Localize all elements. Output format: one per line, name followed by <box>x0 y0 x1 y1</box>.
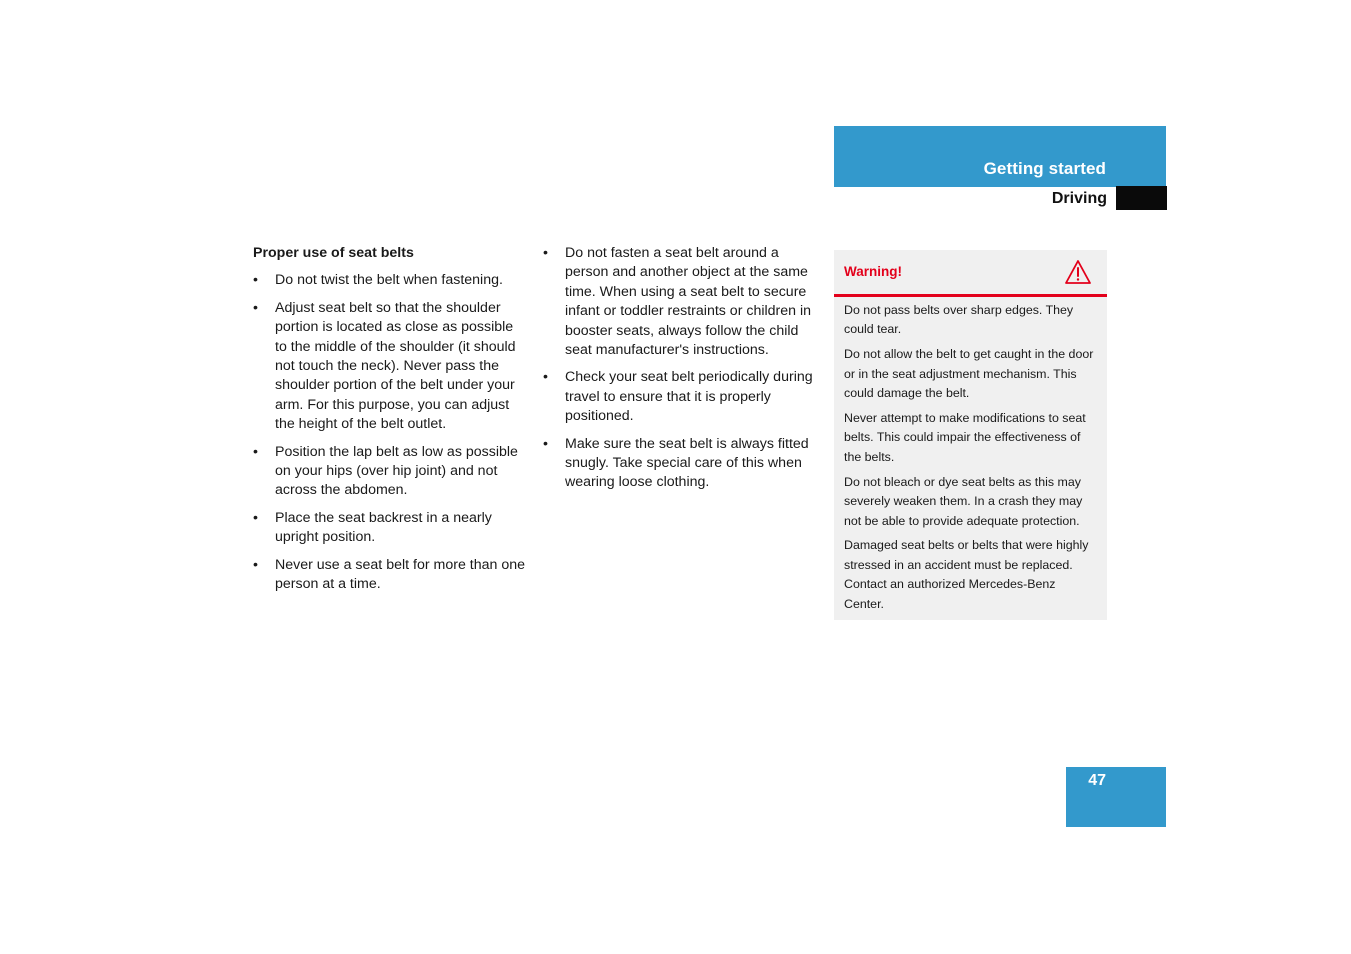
section-heading: Proper use of seat belts <box>253 245 414 261</box>
bullet-icon: • <box>543 245 548 261</box>
left-column <box>253 244 528 603</box>
warning-paragraph: Do not allow the belt to get caught in the door or in the seat adjustment mechanism. This could damage the belt. <box>844 347 1094 401</box>
list-item <box>253 299 528 435</box>
chapter-title: Getting started <box>983 159 1106 178</box>
list-item-text: Make sure the seat belt is always fitted snugly. Take special care of this when wearing loose clothing. <box>565 435 809 491</box>
list-item-text: Adjust seat belt so that the shoulder portion is located as close as possible to the middle of the shoulder (it should not touch the neck). Never pass the shoulder portion of the belt under your arm. For this purpose, you can adjust the height of the belt outlet. <box>275 299 516 433</box>
section-marker <box>1116 186 1167 210</box>
list-item-text: Do not twist the belt when fastening. <box>275 272 503 289</box>
page-number: 47 <box>1088 772 1106 789</box>
warning-paragraph: Damaged seat belts or belts that were highly stressed in an accident must be replaced. Contact an authorized Mercedes-Benz Center. <box>844 538 1089 611</box>
warning-body <box>834 297 1107 614</box>
bullet-icon: • <box>543 369 548 386</box>
bullet-icon: • <box>253 272 258 289</box>
list-item-text: Do not fasten a seat belt around a person and another object at the same time. When using a seat belt to secure infant or toddler restraints or children in booster seats, always follow the child seat manufacturer's instructions. <box>565 245 812 359</box>
warning-title: Warning! <box>844 264 902 279</box>
middle-column <box>543 244 821 501</box>
list-item <box>253 271 528 290</box>
bullet-icon: • <box>253 299 258 316</box>
warning-box <box>834 250 1107 620</box>
list-item-text: Check your seat belt periodically during travel to ensure that it is properly positioned. <box>565 369 813 425</box>
middle-bullet-list <box>543 244 821 493</box>
bullet-icon: • <box>253 443 258 460</box>
page-number-tab <box>1066 767 1166 827</box>
list-item <box>253 556 528 595</box>
list-item <box>543 435 821 493</box>
warning-header <box>834 250 1107 297</box>
list-item-text: Position the lap belt as low as possible on your hips (over hip joint) and not across the abdomen. <box>275 443 518 499</box>
bullet-icon: • <box>253 509 258 526</box>
bullet-icon: • <box>253 556 258 573</box>
warning-paragraph: Never attempt to make modifications to seat belts. This could impair the effectiveness of the belts. <box>844 411 1086 464</box>
chapter-header-tab <box>834 126 1166 187</box>
warning-paragraph: Do not bleach or dye seat belts as this may severely weaken them. In a crash they may not be able to provide adequate protection. <box>844 474 1083 528</box>
list-item <box>543 368 821 426</box>
list-item-text: Place the seat backrest in a nearly upright position. <box>275 509 492 546</box>
warning-paragraph: Do not pass belts over sharp edges. They could tear. <box>844 303 1074 337</box>
list-item <box>253 509 528 548</box>
section-title: Driving <box>1051 190 1107 207</box>
list-item <box>543 244 821 360</box>
list-item <box>253 443 528 501</box>
left-bullet-list <box>253 271 528 594</box>
list-item-text: Never use a seat belt for more than one person at a time. <box>275 556 525 593</box>
bullet-icon: • <box>543 435 548 452</box>
warning-triangle-icon <box>1064 259 1092 285</box>
